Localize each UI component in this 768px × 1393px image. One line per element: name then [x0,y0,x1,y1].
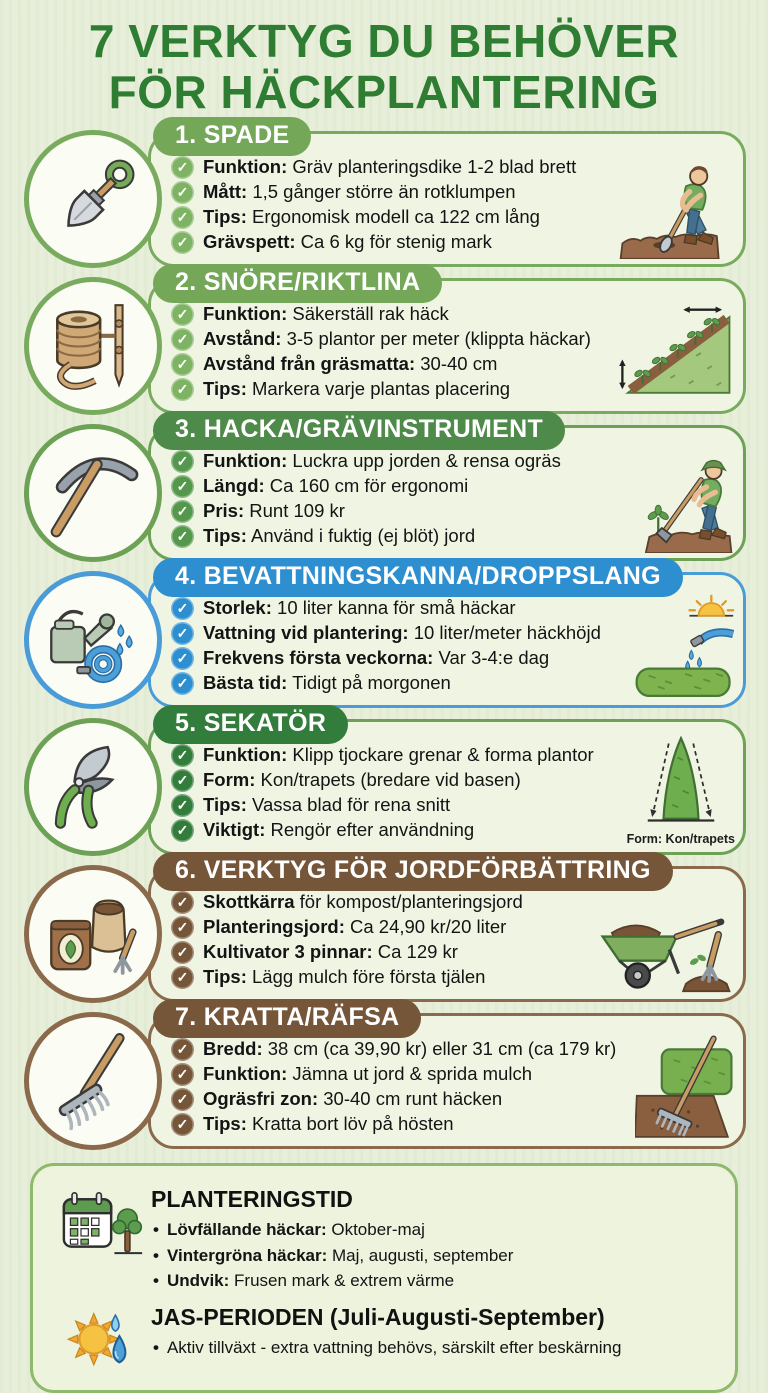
info-text: Längd: Ca 160 cm för ergonomi [203,475,469,497]
check-icon: ✓ [171,1113,194,1136]
spade-icon [24,130,162,268]
info-item [171,1113,733,1136]
info-text: Pris: Runt 109 kr [203,500,345,522]
check-icon: ✓ [171,303,194,326]
info-text: Avstånd: 3-5 plantor per meter (klippta häckar) [203,328,591,350]
tool-section-3 [24,415,746,561]
info-item [171,500,733,523]
watering-can-hose-icon [24,571,162,709]
check-icon: ✓ [171,450,194,473]
info-text: Vattning vid plantering: 10 liter/meter häckhöjd [203,622,601,644]
info-list [171,1036,733,1138]
footer-block-1 [55,1184,713,1294]
footer-heading: PLANTERINGSTID [151,1186,353,1213]
footer-panel [30,1163,738,1393]
check-icon: ✓ [171,966,194,989]
check-icon: ✓ [171,181,194,204]
tool-section-1 [24,121,746,267]
section-title: 2. SNÖRE/RIKTLINA [153,264,442,303]
info-text: Tips: Ergonomisk modell ca 122 cm lång [203,206,540,228]
info-text: Funktion: Klipp tjockare grenar & forma plantor [203,744,594,766]
info-item [171,525,733,548]
check-icon: ✓ [171,1088,194,1111]
info-text: Funktion: Luckra upp jorden & rensa ogräs [203,450,561,472]
info-text: Funktion: Jämna ut jord & sprida mulch [203,1063,532,1085]
check-icon: ✓ [171,231,194,254]
info-text: Grävspett: Ca 6 kg för stenig mark [203,231,492,253]
info-text: Form: Kon/trapets (bredare vid basen) [203,769,521,791]
tool-section-2 [24,268,746,414]
footer-content [151,1184,713,1294]
check-icon: ✓ [171,353,194,376]
info-text: Viktigt: Rengör efter användning [203,819,475,841]
sun-waterdrop-icon [55,1304,151,1380]
info-item [171,156,733,179]
section-title: 6. VERKTYG FÖR JORDFÖRBÄTTRING [153,852,673,891]
tool-card [148,562,746,708]
info-text: Mått: 1,5 gånger större än rotklumpen [203,181,516,203]
section-title: 7. KRATTA/RÄFSA [153,999,421,1038]
section-title: 3. HACKA/GRÄVINSTRUMENT [153,411,565,450]
info-item [171,647,733,670]
info-text: Tips: Markera varje plantas placering [203,378,511,400]
rake-icon [24,1012,162,1150]
check-icon: ✓ [171,156,194,179]
info-list [171,448,733,550]
check-icon: ✓ [171,891,194,914]
info-item [171,475,733,498]
check-icon: ✓ [171,206,194,229]
info-item [171,328,733,351]
footer-content [151,1302,713,1361]
footer-heading: JAS-PERIODEN (Juli-Augusti-September) [151,1303,605,1330]
check-icon: ✓ [171,378,194,401]
check-icon: ✓ [171,794,194,817]
info-item [171,597,733,620]
info-item [171,672,733,695]
check-icon: ✓ [171,622,194,645]
tool-card [148,415,746,561]
info-item [171,916,733,939]
info-item [171,353,733,376]
tool-card [148,856,746,1002]
info-text: Tips: Lägg mulch före första tjälen [203,966,486,988]
footer-item: • Aktiv tillväxt - extra vattning behövs, särskilt efter beskärning [151,1335,713,1361]
info-item [171,622,733,645]
info-item [171,450,733,473]
info-item [171,1038,733,1061]
tool-section-5 [24,709,746,855]
info-list [171,595,733,697]
check-icon: ✓ [171,916,194,939]
check-icon: ✓ [171,1063,194,1086]
check-icon: ✓ [171,525,194,548]
check-icon: ✓ [171,672,194,695]
info-item [171,819,733,842]
info-text: Skottkärra för kompost/planteringsjord [203,891,523,913]
string-line-icon [24,277,162,415]
pickaxe-icon [24,424,162,562]
bullet-icon: • [153,1271,159,1291]
info-text: Storlek: 10 liter kanna för små häckar [203,597,516,619]
info-text: Ogräsfri zon: 30-40 cm runt häcken [203,1088,503,1110]
page-title [0,0,768,117]
check-icon: ✓ [171,328,194,351]
info-text: Funktion: Gräv planteringsdike 1-2 blad brett [203,156,577,178]
info-item [171,966,733,989]
tool-card [148,121,746,267]
info-text: Bredd: 38 cm (ca 39,90 kr) eller 31 cm (ca 179 kr) [203,1038,617,1060]
info-text: Bästa tid: Tidigt på morgonen [203,672,451,694]
info-text: Funktion: Säkerställ rak häck [203,303,449,325]
info-item [171,303,733,326]
pruner-icon [24,718,162,856]
check-icon: ✓ [171,500,194,523]
check-icon: ✓ [171,1038,194,1061]
info-text: Frekvens första veckorna: Var 3-4:e dag [203,647,550,669]
footer-item: • Lövfällande häckar: Oktober-maj [151,1217,713,1243]
info-item [171,769,733,792]
page-title-line2: FÖR HÄCKPLANTERING [108,65,660,118]
check-icon: ✓ [171,597,194,620]
tool-card [148,709,746,855]
bullet-icon: • [153,1220,159,1240]
info-list [171,301,733,403]
check-icon: ✓ [171,744,194,767]
tool-card [148,1003,746,1149]
bullet-icon: • [153,1245,159,1265]
footer-item: • Vintergröna häckar: Maj, augusti, september [151,1243,713,1269]
info-text: Planteringsjord: Ca 24,90 kr/20 liter [203,916,507,938]
info-item [171,891,733,914]
info-list [171,742,733,844]
soil-bags-icon [24,865,162,1003]
info-text: Tips: Vassa blad för rena snitt [203,794,451,816]
check-icon: ✓ [171,475,194,498]
calendar-tree-icon [55,1186,151,1264]
info-item [171,744,733,767]
info-text: Avstånd från gräsmatta: 30-40 cm [203,353,498,375]
info-item [171,794,733,817]
info-item [171,231,733,254]
info-item [171,206,733,229]
footer-block-2 [55,1302,713,1380]
tool-sections [0,121,768,1149]
check-icon: ✓ [171,819,194,842]
section-title: 1. SPADE [153,117,311,156]
tool-section-4 [24,562,746,708]
info-item [171,181,733,204]
illustration-caption: Form: Kon/trapets [626,832,735,847]
footer-item: • Undvik: Frusen mark & extrem värme [151,1268,713,1294]
section-title: 4. BEVATTNINGSKANNA/DROPPSLANG [153,558,683,597]
info-text: Kultivator 3 pinnar: Ca 129 kr [203,941,458,963]
tool-section-6 [24,856,746,1002]
info-item [171,1088,733,1111]
check-icon: ✓ [171,941,194,964]
bullet-icon: • [153,1337,159,1357]
tool-section-7 [24,1003,746,1149]
info-item [171,1063,733,1086]
check-icon: ✓ [171,769,194,792]
info-list [171,154,733,256]
info-item [171,378,733,401]
info-list [171,889,733,991]
info-item [171,941,733,964]
section-title: 5. SEKATÖR [153,705,348,744]
info-text: Tips: Använd i fuktig (ej blöt) jord [203,525,476,547]
page-title-line1: 7 VERKTYG DU BEHÖVER [88,15,680,67]
tool-card [148,268,746,414]
check-icon: ✓ [171,647,194,670]
info-text: Tips: Kratta bort löv på hösten [203,1113,454,1135]
